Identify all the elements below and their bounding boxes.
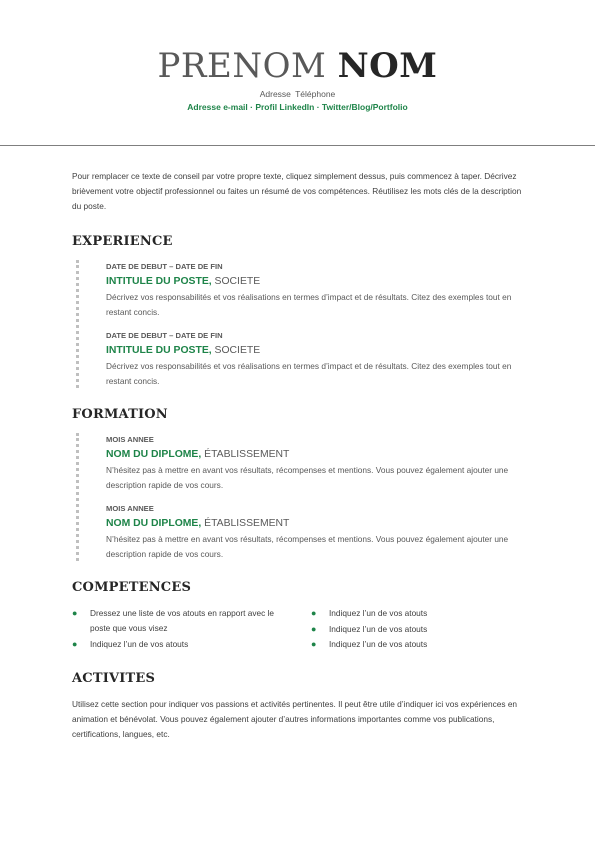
experience-timeline — [76, 260, 79, 388]
formation-entry — [106, 434, 521, 493]
entry-org: SOCIETE — [211, 345, 261, 356]
skill-text: Indiquez l’un de vos atouts — [329, 639, 428, 649]
entry-description: Décrivez vos responsabilités et vos réalisations en termes d’impact et de résultats. Citez des exemples tout en restant concis. — [106, 292, 512, 317]
entry-title — [106, 447, 521, 462]
entry-date: DATE DE DEBUT – DATE DE FIN — [106, 331, 223, 340]
skill-text: Indiquez l’un de vos atouts — [329, 623, 428, 634]
bullet-icon: ● — [311, 639, 317, 649]
skill-text: Indiquez l’un de vos atouts — [90, 638, 189, 649]
skill-item — [72, 606, 287, 636]
formation-entry — [106, 503, 521, 562]
entry-org: SOCIETE — [211, 276, 261, 287]
entry-date: MOIS ANNEE — [106, 504, 154, 513]
entry-description: N’hésitez pas à mettre en avant vos résultats, récompenses et mentions. Vous pouvez également ajouter une description rapide de vos cours. — [106, 465, 509, 490]
bullet-icon: ● — [72, 638, 78, 649]
full-name — [0, 46, 595, 86]
first-name: PRENOM — [157, 46, 327, 86]
section-title-competences: COMPETENCES — [72, 580, 192, 595]
skill-item — [311, 606, 541, 621]
formation-timeline — [76, 433, 79, 561]
entry-description: Décrivez vos responsabilités et vos réalisations en termes d’impact et de résultats. Citez des exemples tout en restant concis. — [106, 361, 512, 386]
section-title-experience: EXPERIENCE — [72, 234, 173, 249]
entry-date: MOIS ANNEE — [106, 435, 154, 444]
entry-description: N’hésitez pas à mettre en avant vos résultats, récompenses et mentions. Vous pouvez également ajouter une description rapide de vos cours. — [106, 534, 509, 559]
bullet-icon: ● — [311, 608, 317, 618]
skill-text: Dressez une liste de vos atouts en rapport avec le poste que vous visez — [90, 608, 275, 633]
skills-list-right — [311, 606, 541, 653]
skills-list-left — [72, 606, 287, 652]
activities-paragraph: Utilisez cette section pour indiquer vos passions et activités pertinentes. Il peut être utile d’indiquer ici vos expériences en animation et bénévolat. Vous pouvez également ajouter d’autres informations importantes comme vos publications, certifications, langues, etc. — [72, 699, 518, 739]
intro-paragraph: Pour remplacer ce texte de conseil par votre propre texte, cliquez simplement dessus, puis commencez à taper. Décrivez brièvement votre objectif professionnel ou faites un résumé de vos compétences. Réutilisez les mots clés de la description du poste. — [72, 171, 522, 211]
entry-role: INTITULE DU POSTE, — [106, 345, 212, 356]
resume-header — [0, 0, 595, 146]
entry-degree: NOM DU DIPLOME, — [106, 449, 202, 460]
header-divider — [0, 145, 595, 146]
entry-school: ÉTABLISSEMENT — [201, 518, 290, 529]
entry-role: INTITULE DU POSTE, — [106, 276, 212, 287]
experience-entry — [106, 330, 521, 389]
section-title-formation: FORMATION — [72, 407, 168, 422]
entry-date: DATE DE DEBUT – DATE DE FIN — [106, 262, 223, 271]
skill-item — [311, 637, 541, 652]
last-name: NOM — [337, 46, 438, 86]
skill-text: Indiquez l’un de vos atouts — [329, 608, 428, 618]
entry-title — [106, 343, 521, 358]
bullet-icon: ● — [72, 608, 78, 618]
section-title-activites: ACTIVITES — [72, 671, 156, 686]
contact-address-phone: Adresse Téléphone — [259, 89, 336, 99]
entry-school: ÉTABLISSEMENT — [201, 449, 290, 460]
entry-title — [106, 516, 521, 531]
contact-links: Adresse e-mail · Profil LinkedIn · Twitter/Blog/Portfolio — [187, 102, 408, 112]
entry-title — [106, 274, 521, 289]
bullet-icon: ● — [311, 623, 317, 634]
skill-item — [311, 622, 541, 637]
skill-item — [72, 637, 287, 652]
entry-degree: NOM DU DIPLOME, — [106, 518, 202, 529]
experience-entry — [106, 261, 521, 320]
